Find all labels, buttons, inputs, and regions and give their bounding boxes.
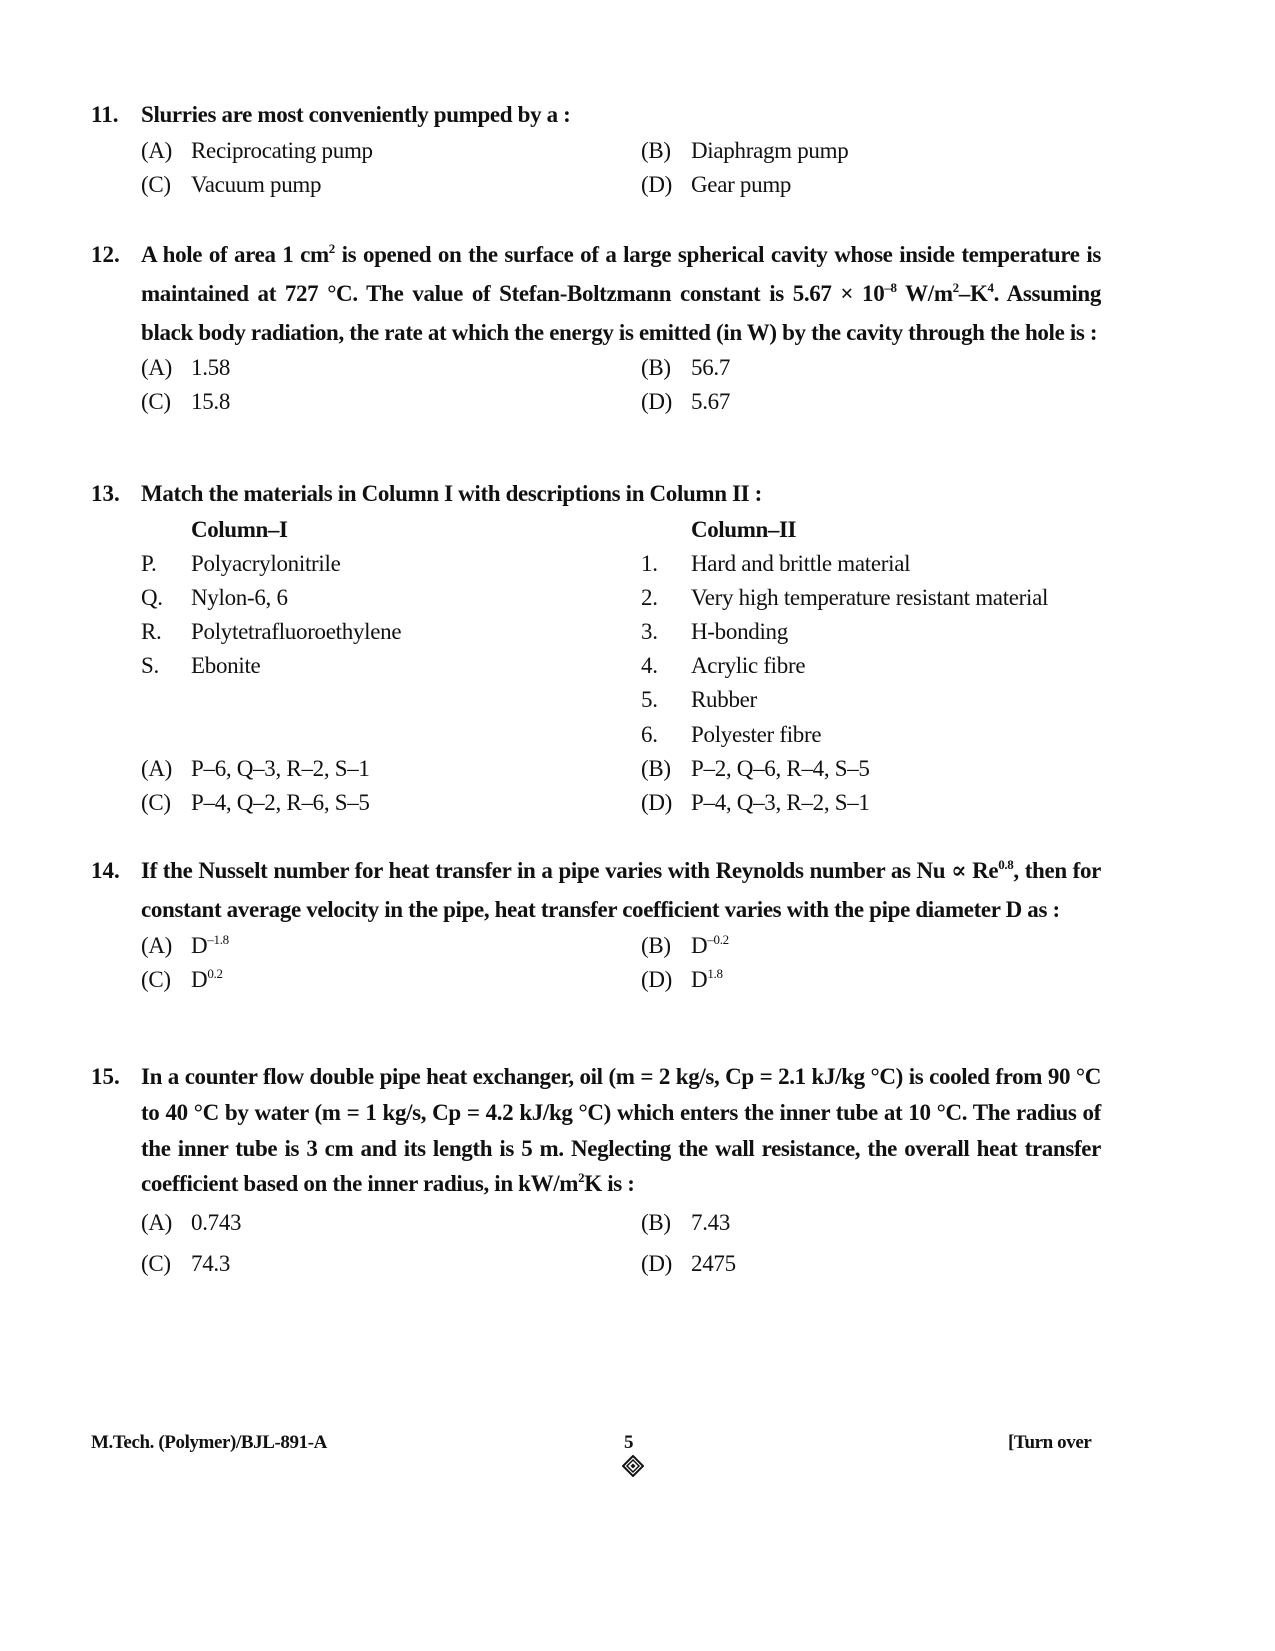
question-15 [91,1059,1101,1277]
option-label: (A) [141,932,173,958]
text-part: . Assuming black body radiation, the rate at which the energy is emitted (in W) by the cavity through the hole is : [141,280,1102,345]
option-base: D [191,932,208,958]
option-text: 74.3 [191,1251,231,1277]
option-label: (A) [141,1210,173,1236]
text-part: K is : [584,1171,635,1197]
option-exponent: 1.8 [707,965,723,981]
superscript: –8 [884,279,897,295]
item-text: Polytetrafluoroethylene [191,618,402,644]
text-part: In a counter flow double pipe heat exchanger, oil (m = 2 kg/s, Cp = 2.1 kJ/kg °C) is cooled from 90 °C to 40 °C by water (m = 1 kg/s, Cp = 4.2 kJ/kg °C) which enters the inner tube at 10 °C. The radius of the inner tube is 3 cm and its length is 5 m. Neglecting the wall resistance, the overall heat transfer coefficient based on the inner radius, in kW/m [141,1064,1101,1197]
option-text: P–2, Q–6, R–4, S–5 [691,755,870,781]
column-2-item [641,717,821,753]
item-label: 6. [641,721,658,747]
item-text: Rubber [691,686,757,712]
item-text: Very high temperature resistant material [691,584,1049,610]
option-text: 56.7 [691,355,731,381]
column-2-heading: Column–II [691,516,797,542]
column-2-item [641,580,1048,616]
option-label: (D) [641,1251,673,1277]
column-2-item [641,648,805,684]
option-text: Diaphragm pump [691,137,849,163]
item-label: 3. [641,618,658,644]
option-a [141,133,373,169]
item-text: Hard and brittle material [691,550,911,576]
option-text: Gear pump [691,171,792,197]
option-c [141,962,223,1001]
option-c [141,785,370,821]
superscript: 2 [328,241,335,256]
option-text: Reciprocating pump [191,137,373,163]
option-d [641,1246,736,1282]
item-label: 5. [641,686,658,712]
option-d [641,962,723,1001]
option-label: (B) [641,755,671,781]
option-text: 0.743 [191,1210,242,1236]
option-base: D [691,966,708,992]
option-c [141,384,230,420]
item-label: S. [141,652,159,678]
option-label: (B) [641,1210,671,1236]
item-text: Acrylic fibre [691,652,806,678]
question-text: Slurries are most conveniently pumped by a : [141,102,571,127]
question-number: 11. [91,102,119,127]
footer-code: M.Tech. (Polymer)/BJL-891-A [91,1432,327,1453]
question-12 [91,237,1102,415]
text-part: A hole of area 1 cm [141,242,329,267]
item-label: Q. [141,584,163,610]
option-b [641,133,848,169]
text-part: If the Nusselt number for heat transfer in a pipe varies with Reynolds number as Nu ∝ Re [141,858,999,883]
item-text: Polyacrylonitrile [191,550,341,576]
option-text: 1.58 [191,355,231,381]
option-label: (C) [141,389,171,415]
option-label: (B) [641,355,671,381]
question-13 [91,476,1101,815]
option-text: P–4, Q–3, R–2, S–1 [691,789,870,815]
option-b [641,751,870,787]
option-exponent: –0.2 [707,931,729,947]
item-label: 4. [641,652,658,678]
option-d [641,384,730,420]
column-2-item [641,546,910,582]
option-label: (A) [141,355,173,381]
item-text: H-bonding [691,618,788,644]
superscript: 4 [987,279,994,295]
option-label: (C) [141,789,171,815]
option-text: 5.67 [691,389,731,415]
option-label: (B) [641,932,671,958]
text-part: W/m [896,280,953,306]
item-text: Ebonite [191,652,261,678]
option-d [641,785,870,821]
option-base: D [691,932,708,958]
turn-over-note: [Turn over [1008,1432,1092,1453]
option-text: 7.43 [691,1210,731,1236]
question-number: 15. [91,1064,120,1089]
item-text: Nylon-6, 6 [191,584,288,610]
option-a [141,751,370,787]
column-2-item [641,614,788,650]
question-14 [91,853,1101,992]
superscript: 2 [952,279,959,295]
column-1-heading: Column–I [191,516,288,542]
column-1-item [141,546,340,582]
option-label: (C) [141,966,171,992]
option-text: 15.8 [191,389,231,415]
option-text: 2475 [691,1251,736,1277]
option-label: (B) [641,137,671,163]
column-1-item [141,580,288,616]
option-b [641,350,730,386]
option-label: (D) [641,966,673,992]
question-number: 12. [91,242,120,267]
option-label: (D) [641,171,673,197]
item-label: 2. [641,584,658,610]
item-label: 1. [641,550,658,576]
option-c [141,167,321,203]
question-text [141,1059,1101,1205]
question-number: 13. [91,481,120,506]
option-label: (D) [641,789,673,815]
item-text: Polyester fibre [691,721,822,747]
question-11 [91,97,1101,197]
option-base: D [191,966,208,992]
option-b [641,1205,730,1241]
question-text [141,237,1101,350]
question-number: 14. [91,858,120,883]
column-1-item [141,614,401,650]
option-a [141,1205,241,1241]
option-exponent: 0.2 [207,965,223,981]
text-part: –K [958,280,988,306]
option-d [641,167,791,203]
item-label: P. [141,550,157,576]
question-text: Match the materials in Column I with descriptions in Column II : [141,481,762,506]
option-text: P–6, Q–3, R–2, S–1 [191,755,370,781]
superscript: 2 [578,1170,585,1186]
text-part: is opened on the surface of a large spherical cavity whose inside temperature is maintained at 727 °C. The value of Stefan-Boltzmann constant is 5.67 × 10 [141,242,1101,306]
diamond-ornament-icon [622,1455,644,1477]
option-label: (C) [141,1251,171,1277]
column-1-item [141,648,260,684]
option-label: (C) [141,171,171,197]
page-number: 5 [624,1432,634,1453]
question-text [141,853,1101,928]
superscript: 0.8 [998,857,1014,872]
option-c [141,1246,230,1282]
option-text: Vacuum pump [191,171,322,197]
text-part: , then for constant average velocity in the pipe, heat transfer coefficient varies with the pipe diameter D as : [141,858,1101,922]
column-2-item [641,682,757,718]
option-label: (D) [641,389,673,415]
option-a [141,350,230,386]
option-label: (A) [141,755,173,781]
option-exponent: –1.8 [207,931,229,947]
item-label: R. [141,618,162,644]
option-label: (A) [141,137,173,163]
option-text: P–4, Q–2, R–6, S–5 [191,789,370,815]
